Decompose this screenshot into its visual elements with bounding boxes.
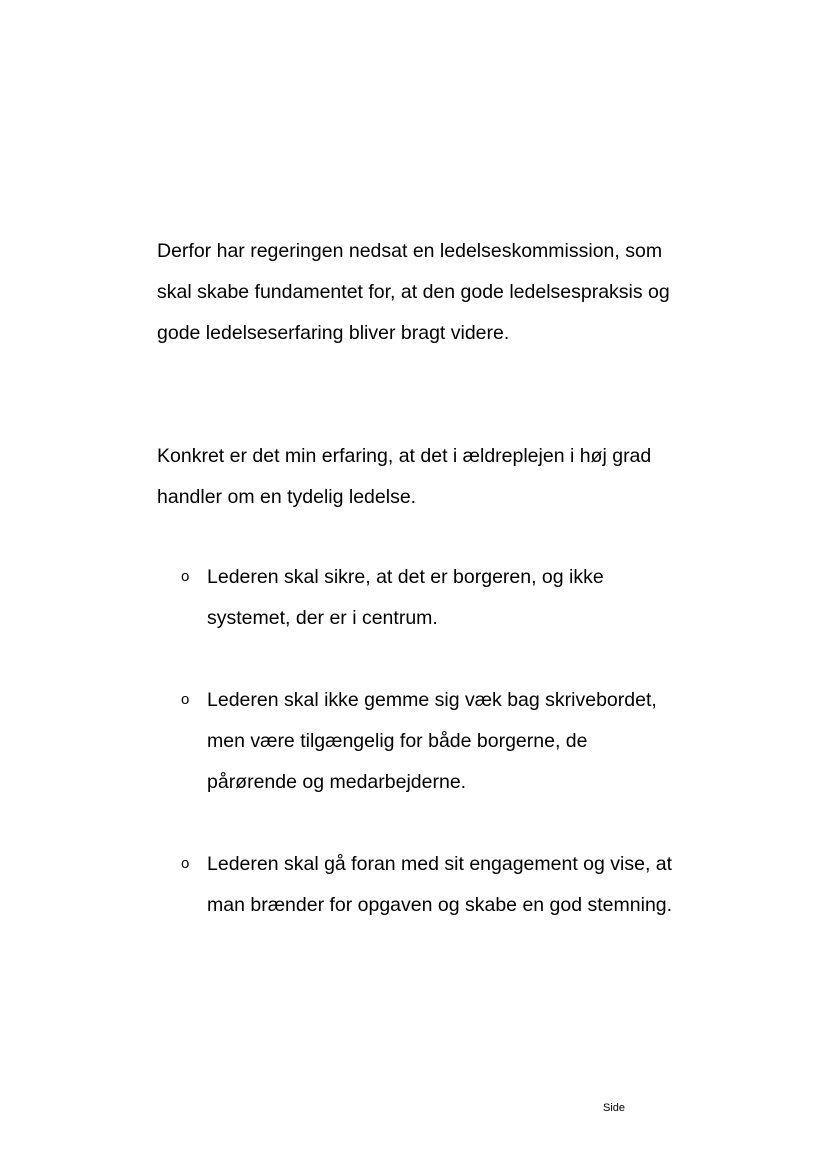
paragraph: Konkret er det min erfaring, at det i ældreplejen i høj grad handler om en tydelig ledelse. [157, 445, 652, 508]
paragraph: Derfor har regeringen nedsat en ledelseskommission, som skal skabe fundamentet for, at den gode ledelsespraksis og gode ledelseserfaring bliver bragt videre. [157, 240, 670, 344]
list-item [181, 844, 681, 926]
page-footer: Side [603, 1102, 626, 1114]
list-item-text: Lederen skal ikke gemme sig væk bag skrivebordet, men være tilgængelig for både borgerne, de pårørende og medarbejderne. [207, 689, 657, 793]
list-item [181, 680, 681, 802]
circle-bullet-icon: o [181, 691, 190, 708]
list-item [181, 557, 681, 639]
list-item-text: Lederen skal sikre, at det er borgeren, og ikke systemet, der er i centrum. [207, 566, 604, 629]
list-item-text: Lederen skal gå foran med sit engagement og vise, at man brænder for opgaven og skabe en god stemning. [207, 853, 673, 916]
circle-bullet-icon: o [181, 568, 190, 585]
circle-bullet-icon: o [181, 855, 190, 872]
